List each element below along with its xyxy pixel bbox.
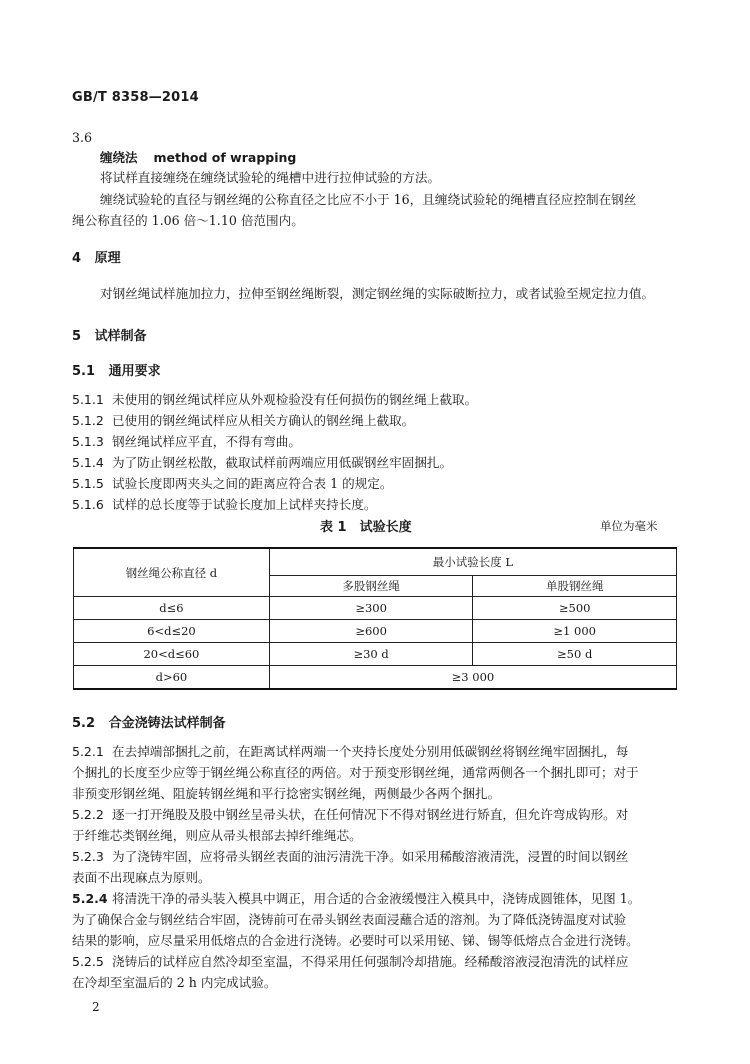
- table-row: [74, 643, 677, 666]
- page-number: 2: [92, 1000, 100, 1014]
- table-cell: d>60: [74, 666, 270, 690]
- table-cell: d≤6: [74, 597, 270, 620]
- paragraph-5-2-1-line3: 非预变形钢丝绳、阻旋转钢丝绳和平行捻密实钢丝绳，两侧最少各两个捆扎。: [72, 786, 501, 801]
- list-item: 5.1.2 已使用的钢丝绳试样应从相关方确认的钢丝绳上截取。: [72, 413, 415, 428]
- term-definition: 将试样直接缠绕在缠绕试验轮的绳槽中进行拉伸试验的方法。: [100, 170, 441, 185]
- table-row: [74, 620, 677, 643]
- paragraph-5-2-5-line2: 在冷却至室温后的 2 h 内完成试验。: [72, 975, 277, 990]
- term-heading: [100, 148, 296, 168]
- table-cell: ≥50 d: [473, 643, 677, 666]
- clause-number: 3.6: [72, 130, 93, 145]
- paragraph-5-2-4-line2: 为了确保合金与钢丝结合牢固，浇铸前可在帚头钢丝表面浸蘸合适的溶剂。为了降低浇铸温度对试验: [72, 912, 627, 927]
- subsection-heading-general: [72, 360, 161, 379]
- table-cell: ≥300: [269, 597, 473, 620]
- paragraph-5-2-1-line1: 5.2.1 在去掉端部捆扎之前，在距离试样两端一个夹持长度处分别用低碳钢丝将钢丝绳牢固捆扎，每: [72, 744, 629, 759]
- table-header-diameter: 钢丝绳公称直径 d: [74, 548, 270, 597]
- table-cell: 20<d≤60: [74, 643, 270, 666]
- table-header-min-length: 最小试验长度 L: [269, 548, 676, 576]
- table-cell: ≥600: [269, 620, 473, 643]
- section-heading-principle: [72, 247, 121, 266]
- paragraph-5-2-4-line1: 5.2.4 将清洗干净的帚头装入模具中调正，用合适的合金液缓慢注入模具中，浇铸成圆锥体，见图 1。: [72, 891, 641, 906]
- section-heading-sample-preparation: [72, 325, 147, 344]
- term-chinese: 缠绕法: [100, 150, 138, 165]
- list-item: 5.1.3 钢丝绳试样应平直，不得有弯曲。: [72, 434, 301, 449]
- principle-text: 对钢丝绳试样施加拉力，拉伸至钢丝绳断裂，测定钢丝绳的实际破断拉力，或者试验至规定拉力值。: [100, 286, 655, 301]
- term-note-line2: 绳公称直径的 1.06 倍～1.10 倍范围内。: [72, 213, 304, 228]
- paragraph-5-2-1-line2: 个捆扎的长度至少应等于钢丝绳公称直径的两倍。对于预变形钢丝绳，通常两侧各一个捆扎即可；对于: [72, 765, 639, 780]
- paragraph-5-2-3-line1: 5.2.3 为了浇铸牢固，应将帚头钢丝表面的油污清洗干净。如采用稀酸溶液清洗，浸置的时间以钢丝: [72, 849, 629, 864]
- list-item: 5.1.5 试验长度即两夹头之间的距离应符合表 1 的规定。: [72, 476, 393, 491]
- standard-number: GB/T 8358—2014: [72, 90, 199, 105]
- section-title: 原理: [94, 251, 121, 266]
- list-item: 5.1.4 为了防止钢丝松散，截取试样前两端应用低碳钢丝牢固捆扎。: [72, 455, 453, 470]
- section-number: 4: [72, 251, 82, 266]
- paragraph-5-2-2-line2: 于纤维芯类钢丝绳，则应从帚头根部去掉纤维绳芯。: [72, 828, 362, 843]
- term-note-line1: 缠绕试验轮的直径与钢丝绳的公称直径之比应不小于 16，且缠绕试验轮的绳槽直径应控制在钢丝: [100, 192, 637, 207]
- table-header-single-strand: 单股钢丝绳: [473, 576, 677, 597]
- paragraph-5-2-4-line3: 结果的影响，应尽量采用低熔点的合金进行浇铸。必要时可以采用铋、锑、锡等低熔点合金进行浇铸。: [72, 933, 639, 948]
- paragraph-5-2-2-line1: 5.2.2 逐一打开绳股及股中钢丝呈帚头状，在任何情况下不得对钢丝进行矫直，但允许弯成钩形。对: [72, 807, 629, 822]
- paragraph-5-2-3-line2: 表面不出现麻点为原则。: [72, 870, 211, 885]
- subsection-heading-alloy-casting: [72, 712, 226, 731]
- list-item: 5.1.6 试样的总长度等于试验长度加上试样夹持长度。: [72, 497, 377, 512]
- table-header-multi-strand: 多股钢丝绳: [269, 576, 473, 597]
- section-title: 试样制备: [94, 329, 147, 344]
- term-english: method of wrapping: [153, 150, 297, 165]
- subsection-number: 5.2: [72, 716, 96, 731]
- subsection-title: 合金浇铸法试样制备: [108, 716, 226, 731]
- table-cell: ≥1 000: [473, 620, 677, 643]
- subsection-title: 通用要求: [108, 364, 161, 379]
- paragraph-5-2-5-line1: 5.2.5 浇铸后的试样应自然冷却至室温，不得采用任何强制冷却措施。经稀酸溶液浸泡清洗的试样应: [72, 954, 629, 969]
- table-row: [74, 666, 677, 690]
- table-cell: 6<d≤20: [74, 620, 270, 643]
- subsection-number: 5.1: [72, 364, 96, 379]
- test-length-table: [73, 547, 677, 690]
- table-caption: 表 1 试验长度: [320, 520, 412, 535]
- list-item: 5.1.1 未使用的钢丝绳试样应从外观检验没有任何损伤的钢丝绳上截取。: [72, 392, 478, 407]
- table-cell: ≥500: [473, 597, 677, 620]
- table-cell: ≥3 000: [269, 666, 676, 690]
- table-row: [74, 597, 677, 620]
- section-number: 5: [72, 329, 82, 344]
- table-cell: ≥30 d: [269, 643, 473, 666]
- table-unit: 单位为毫米: [600, 519, 658, 533]
